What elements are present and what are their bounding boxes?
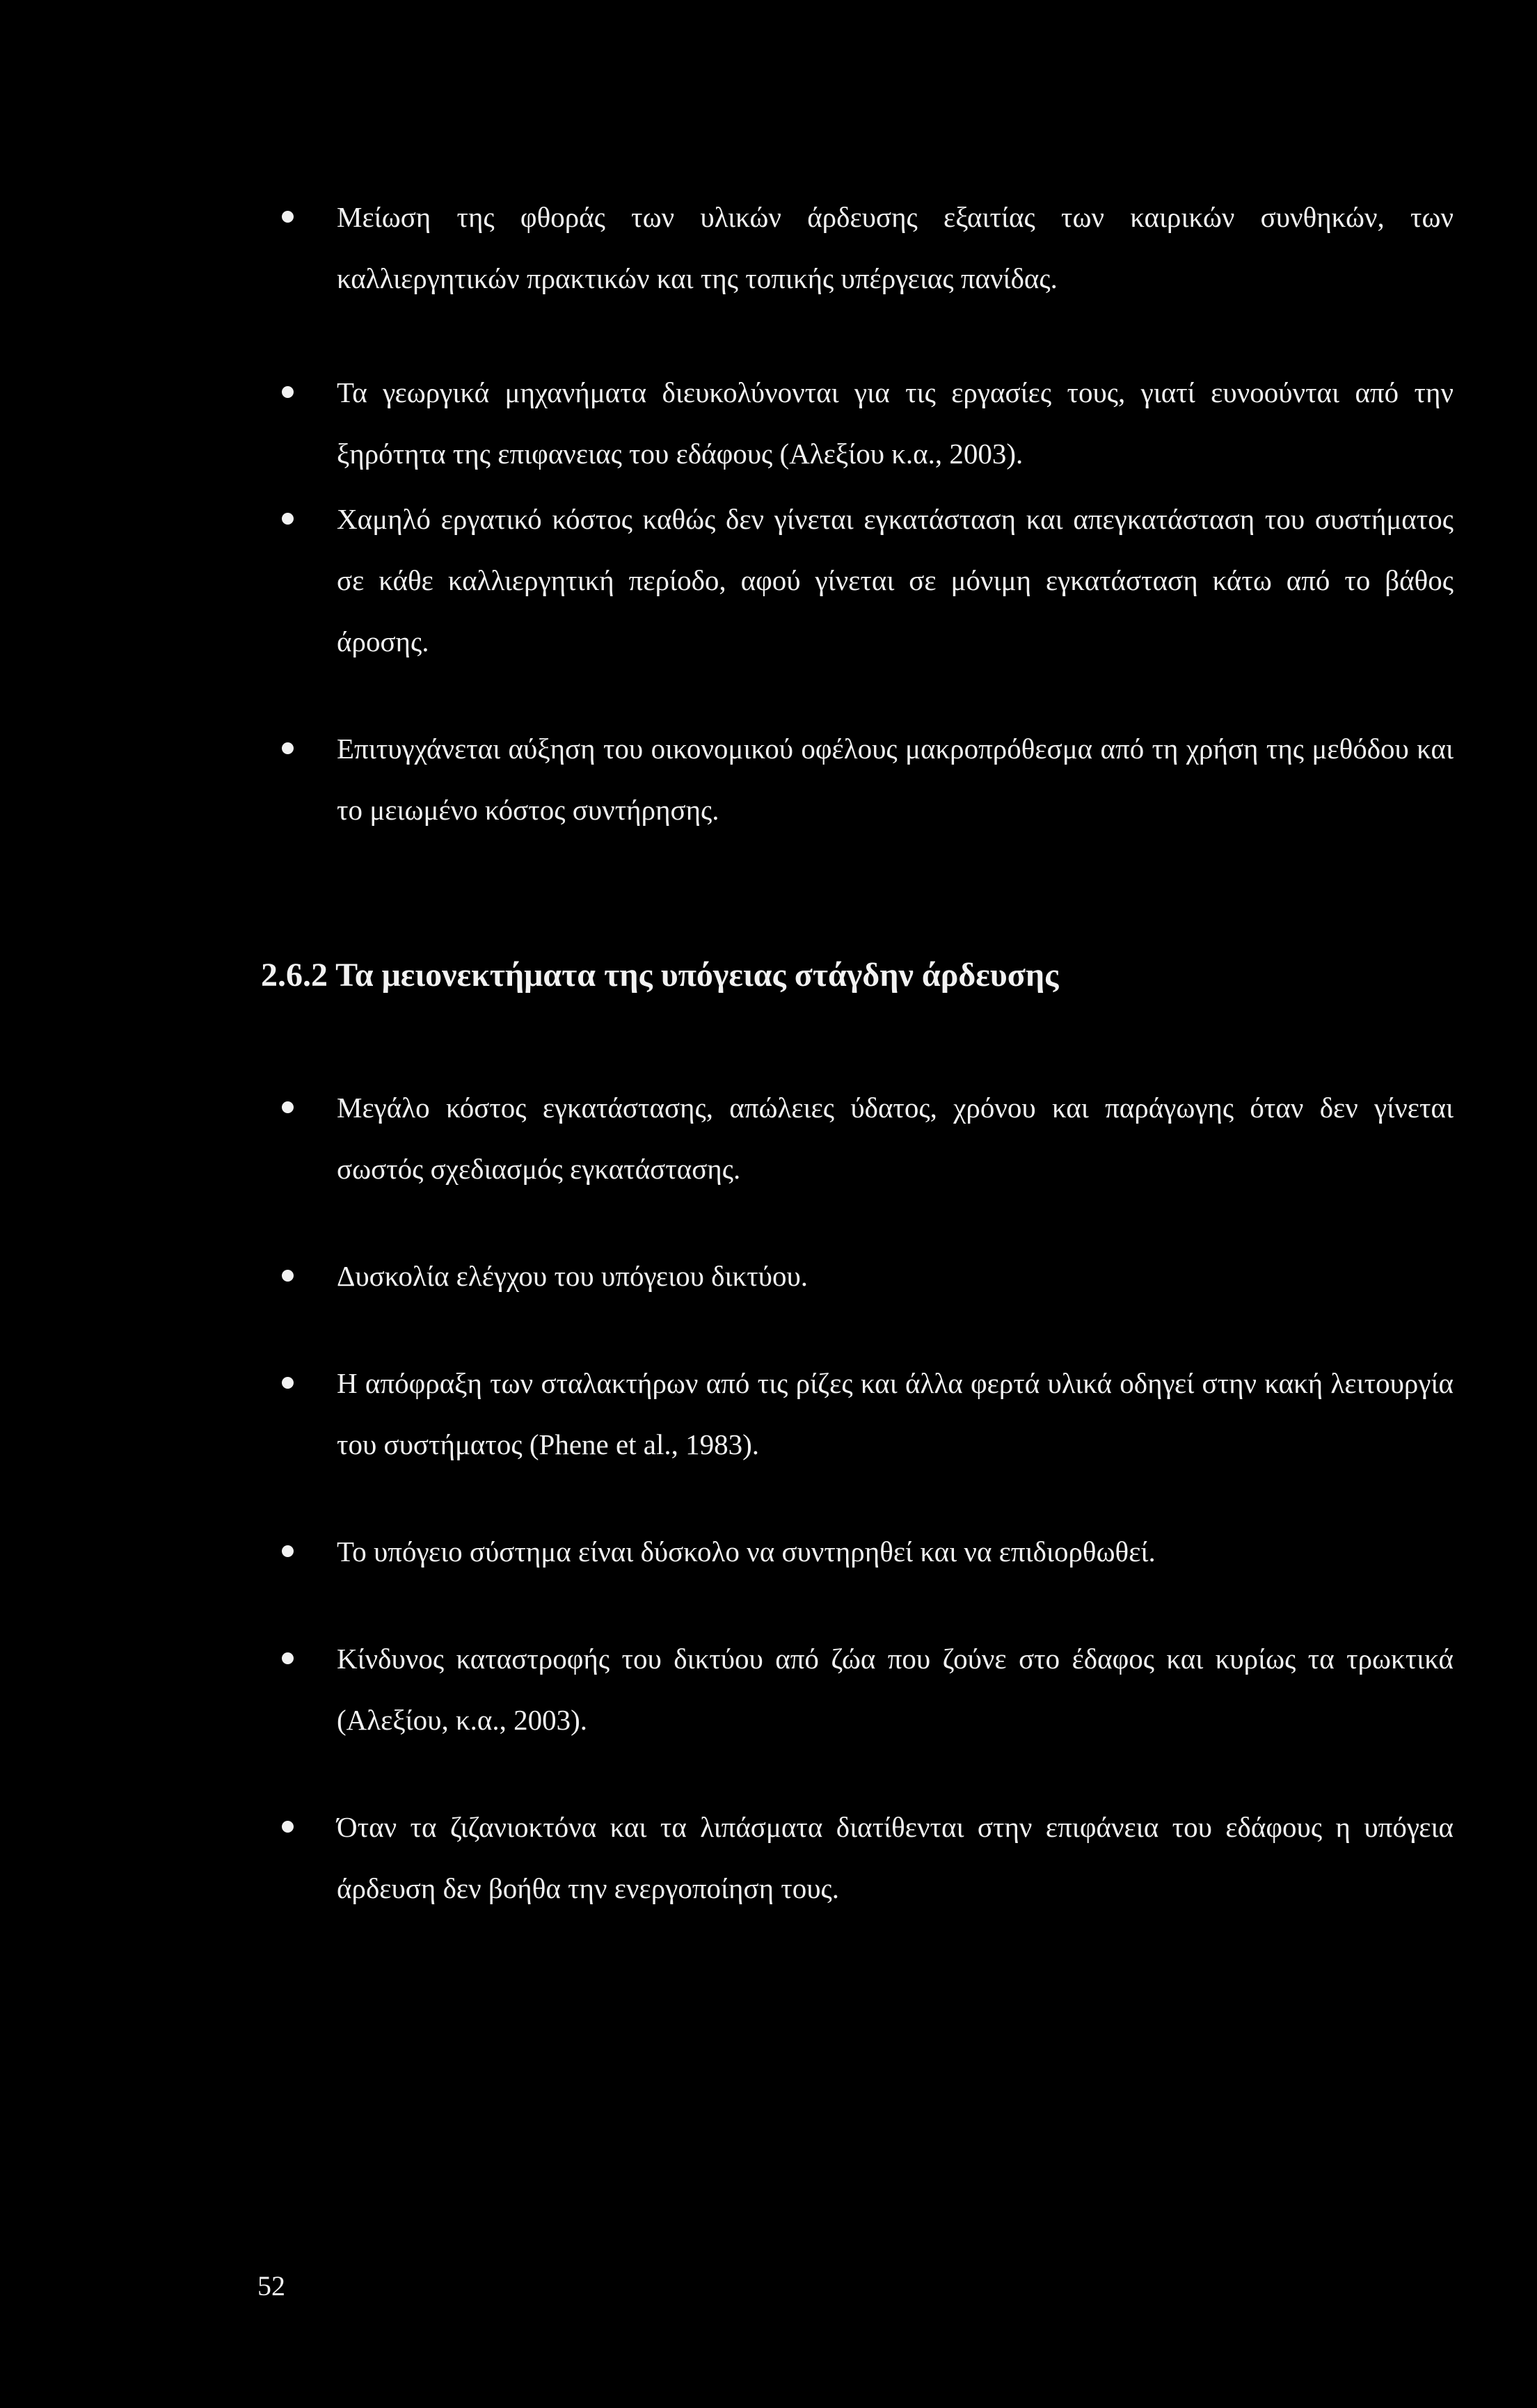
list-item-text: Κίνδυνος καταστροφής του δικτύου από ζώα που ζούνε στο έδαφος και κυρίως τα τρωκτικά (Αλεξίου, κ.α., 2003). <box>337 1643 1454 1736</box>
bullet-icon <box>282 1377 294 1389</box>
bullet-icon <box>282 742 294 754</box>
list-item <box>0 186 1537 309</box>
bullet-icon <box>282 386 294 398</box>
list-item <box>0 1796 1537 1919</box>
list-item-text: Μεγάλο κόστος εγκατάστασης, απώλειες ύδατος, χρόνου και παράγωγης όταν δεν γίνεται σωστός σχεδιασμός εγκατάστασης. <box>337 1092 1454 1185</box>
list-item <box>0 1077 1537 1199</box>
bullet-icon <box>282 1270 294 1282</box>
bullet-icon <box>282 1652 294 1664</box>
bullet-icon <box>282 513 294 525</box>
advantages-list <box>0 186 1537 840</box>
list-item <box>0 488 1537 672</box>
bullet-icon <box>282 211 294 223</box>
list-item <box>0 718 1537 840</box>
list-item <box>0 362 1537 484</box>
list-item-text: Δυσκολία ελέγχου του υπόγειου δικτύου. <box>337 1260 809 1292</box>
list-item <box>0 1245 1537 1307</box>
list-item <box>0 1353 1537 1475</box>
bullet-icon <box>282 1101 294 1113</box>
list-item-text: Μείωση της φθοράς των υλικών άρδευσης εξαιτίας των καιρικών συνθηκών, των καλλιεργητικών πρακτικών και της τοπικής υπέργειας πανίδας. <box>337 201 1454 294</box>
disadvantages-list <box>0 1077 1537 1919</box>
page-number: 52 <box>257 2270 285 2302</box>
list-item-text: Επιτυγχάνεται αύξηση του οικονομικού οφέλους μακροπρόθεσμα από τη χρήση της μεθόδου και το μειωμένο κόστος συντήρησης. <box>337 733 1454 826</box>
bullet-icon <box>282 1821 294 1833</box>
list-item-text: Η απόφραξη των σταλακτήρων από τις ρίζες και άλλα φερτά υλικά οδηγεί στην κακή λειτουργία του συστήματος (Phene et al., 1983). <box>337 1367 1454 1460</box>
list-item <box>0 1521 1537 1582</box>
list-item-text: Τα γεωργικά μηχανήματα διευκολύνονται για τις εργασίες τους, γιατί ευνοούνται από την ξηρότητα της επιφανειας του εδάφους (Αλεξίου κ.α., 2003). <box>337 376 1454 470</box>
list-item-text: Όταν τα ζιζανιοκτόνα και τα λιπάσματα διατίθενται στην επιφάνεια του εδάφους η υπόγεια άρδευση δεν βοήθα την ενεργοποίηση τους. <box>337 1811 1454 1904</box>
list-item <box>0 1628 1537 1751</box>
list-item-text: Χαμηλό εργατικό κόστος καθώς δεν γίνεται εγκατάσταση και απεγκατάσταση του συστήματος σε κάθε καλλιεργητική περίοδο, αφού γίνεται σε μόνιμη εγκατάσταση κάτω από το βάθος άροσης. <box>337 503 1454 657</box>
section-heading: 2.6.2 Τα μειονεκτήματα της υπόγειας στάγδην άρδευσης <box>261 957 1059 994</box>
list-item-text: Το υπόγειο σύστημα είναι δύσκολο να συντηρηθεί και να επιδιορθωθεί. <box>337 1536 1156 1568</box>
bullet-icon <box>282 1545 294 1557</box>
